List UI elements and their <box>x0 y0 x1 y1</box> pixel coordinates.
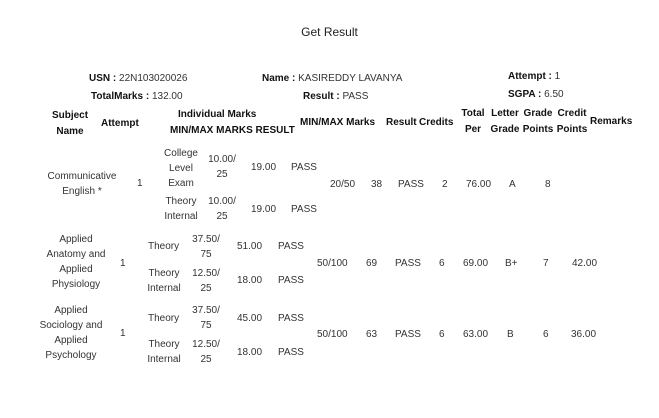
subject-minmax: 50/100 <box>317 258 348 269</box>
header-total-per: Total Per <box>461 108 485 135</box>
component-marks: 51.00 <box>237 241 263 252</box>
subject-grade-points: 7 <box>543 258 549 269</box>
header-result: Result <box>386 117 417 128</box>
attempt-label: Attempt : <box>508 71 552 82</box>
subject-total-per: 63.00 <box>463 329 489 340</box>
component-result: PASS <box>291 162 317 173</box>
header-subject-name: Subject Name <box>51 110 89 137</box>
header-remarks: Remarks <box>590 116 633 127</box>
component-result: PASS <box>278 347 304 358</box>
component-marks: 18.00 <box>237 347 263 358</box>
subject-attempt: 1 <box>120 328 126 339</box>
component-minmax: 12.50/ 25 <box>192 339 220 365</box>
sgpa-label: SGPA : <box>508 89 542 100</box>
component-minmax: 37.50/ 75 <box>192 234 220 260</box>
subject-attempt: 1 <box>137 178 143 189</box>
subject-total-per: 69.00 <box>463 258 489 269</box>
subject-minmax: 50/100 <box>317 329 348 340</box>
subject-marks: 38 <box>371 179 383 190</box>
subject-credits: 2 <box>442 179 448 190</box>
subject-marks: 63 <box>366 329 378 340</box>
component-type: Theory <box>148 241 180 252</box>
component-minmax: 12.50/ 25 <box>192 268 220 294</box>
subject-name: Communicative English * <box>47 171 117 197</box>
subject-credit-points: 42.00 <box>572 258 598 269</box>
header-individual-marks: Individual Marks <box>178 109 257 120</box>
component-minmax: 10.00/ 25 <box>208 196 236 222</box>
header-attempt: Attempt <box>101 118 139 129</box>
name-info <box>262 73 402 84</box>
component-marks: 19.00 <box>251 162 277 173</box>
header-credit-points: Credit Points <box>556 108 588 135</box>
header-credits: Credits <box>419 117 454 128</box>
component-minmax: 10.00/ 25 <box>208 154 236 180</box>
usn-info <box>89 73 187 84</box>
total-marks-label: TotalMarks : <box>91 91 150 102</box>
header-individual-sub: MIN/MAX MARKS RESULT <box>170 125 295 136</box>
subject-result: PASS <box>398 179 424 190</box>
result-info <box>303 91 368 102</box>
component-type: Theory Internal <box>147 268 181 294</box>
total-marks-value: 132.00 <box>151 91 183 102</box>
component-marks: 45.00 <box>237 313 263 324</box>
total-marks-info <box>91 91 183 102</box>
subject-result: PASS <box>395 258 421 269</box>
name-label: Name : <box>262 73 296 84</box>
usn-value: 22N103020026 <box>119 73 188 84</box>
subject-marks: 69 <box>366 258 378 269</box>
result-value: PASS <box>342 91 369 102</box>
sgpa-value: 6.50 <box>544 89 564 100</box>
component-result: PASS <box>278 241 304 252</box>
name-value: KASIREDDY LAVANYA <box>298 73 403 84</box>
subject-credits: 6 <box>439 258 445 269</box>
subject-name: Applied Sociology and Applied Psychology <box>39 305 103 361</box>
page-title: Get Result <box>301 25 358 39</box>
component-result: PASS <box>291 204 317 215</box>
subject-name: Applied Anatomy and Applied Physiology <box>46 234 106 290</box>
header-letter-grade: Letter Grade <box>490 108 520 135</box>
component-result: PASS <box>278 313 304 324</box>
component-marks: 19.00 <box>251 204 277 215</box>
subject-letter-grade: B+ <box>505 258 518 269</box>
component-result: PASS <box>278 275 304 286</box>
component-type: Theory Internal <box>147 339 181 365</box>
component-minmax: 37.50/ 75 <box>192 305 220 331</box>
result-label: Result : <box>303 91 340 102</box>
usn-label: USN : <box>89 73 117 84</box>
subject-result: PASS <box>395 329 421 340</box>
subject-grade-points: 8 <box>545 179 551 190</box>
subject-attempt: 1 <box>120 258 126 269</box>
subject-minmax: 20/50 <box>330 179 356 190</box>
component-marks: 18.00 <box>237 275 263 286</box>
subject-total-per: 76.00 <box>466 179 492 190</box>
component-type: Theory Internal <box>164 196 198 222</box>
subject-letter-grade: B <box>507 329 514 340</box>
subject-credits: 6 <box>439 329 445 340</box>
subject-credit-points: 36.00 <box>571 329 597 340</box>
attempt-value: 1 <box>554 71 561 82</box>
component-type: College Level Exam <box>164 148 198 189</box>
sgpa-info <box>508 89 564 100</box>
subject-letter-grade: A <box>509 179 516 190</box>
header-minmax-marks: MIN/MAX Marks <box>300 117 376 128</box>
subject-grade-points: 6 <box>543 329 549 340</box>
component-type: Theory <box>148 313 180 324</box>
attempt-info <box>508 71 560 82</box>
header-grade-points: Grade Points <box>522 108 554 135</box>
